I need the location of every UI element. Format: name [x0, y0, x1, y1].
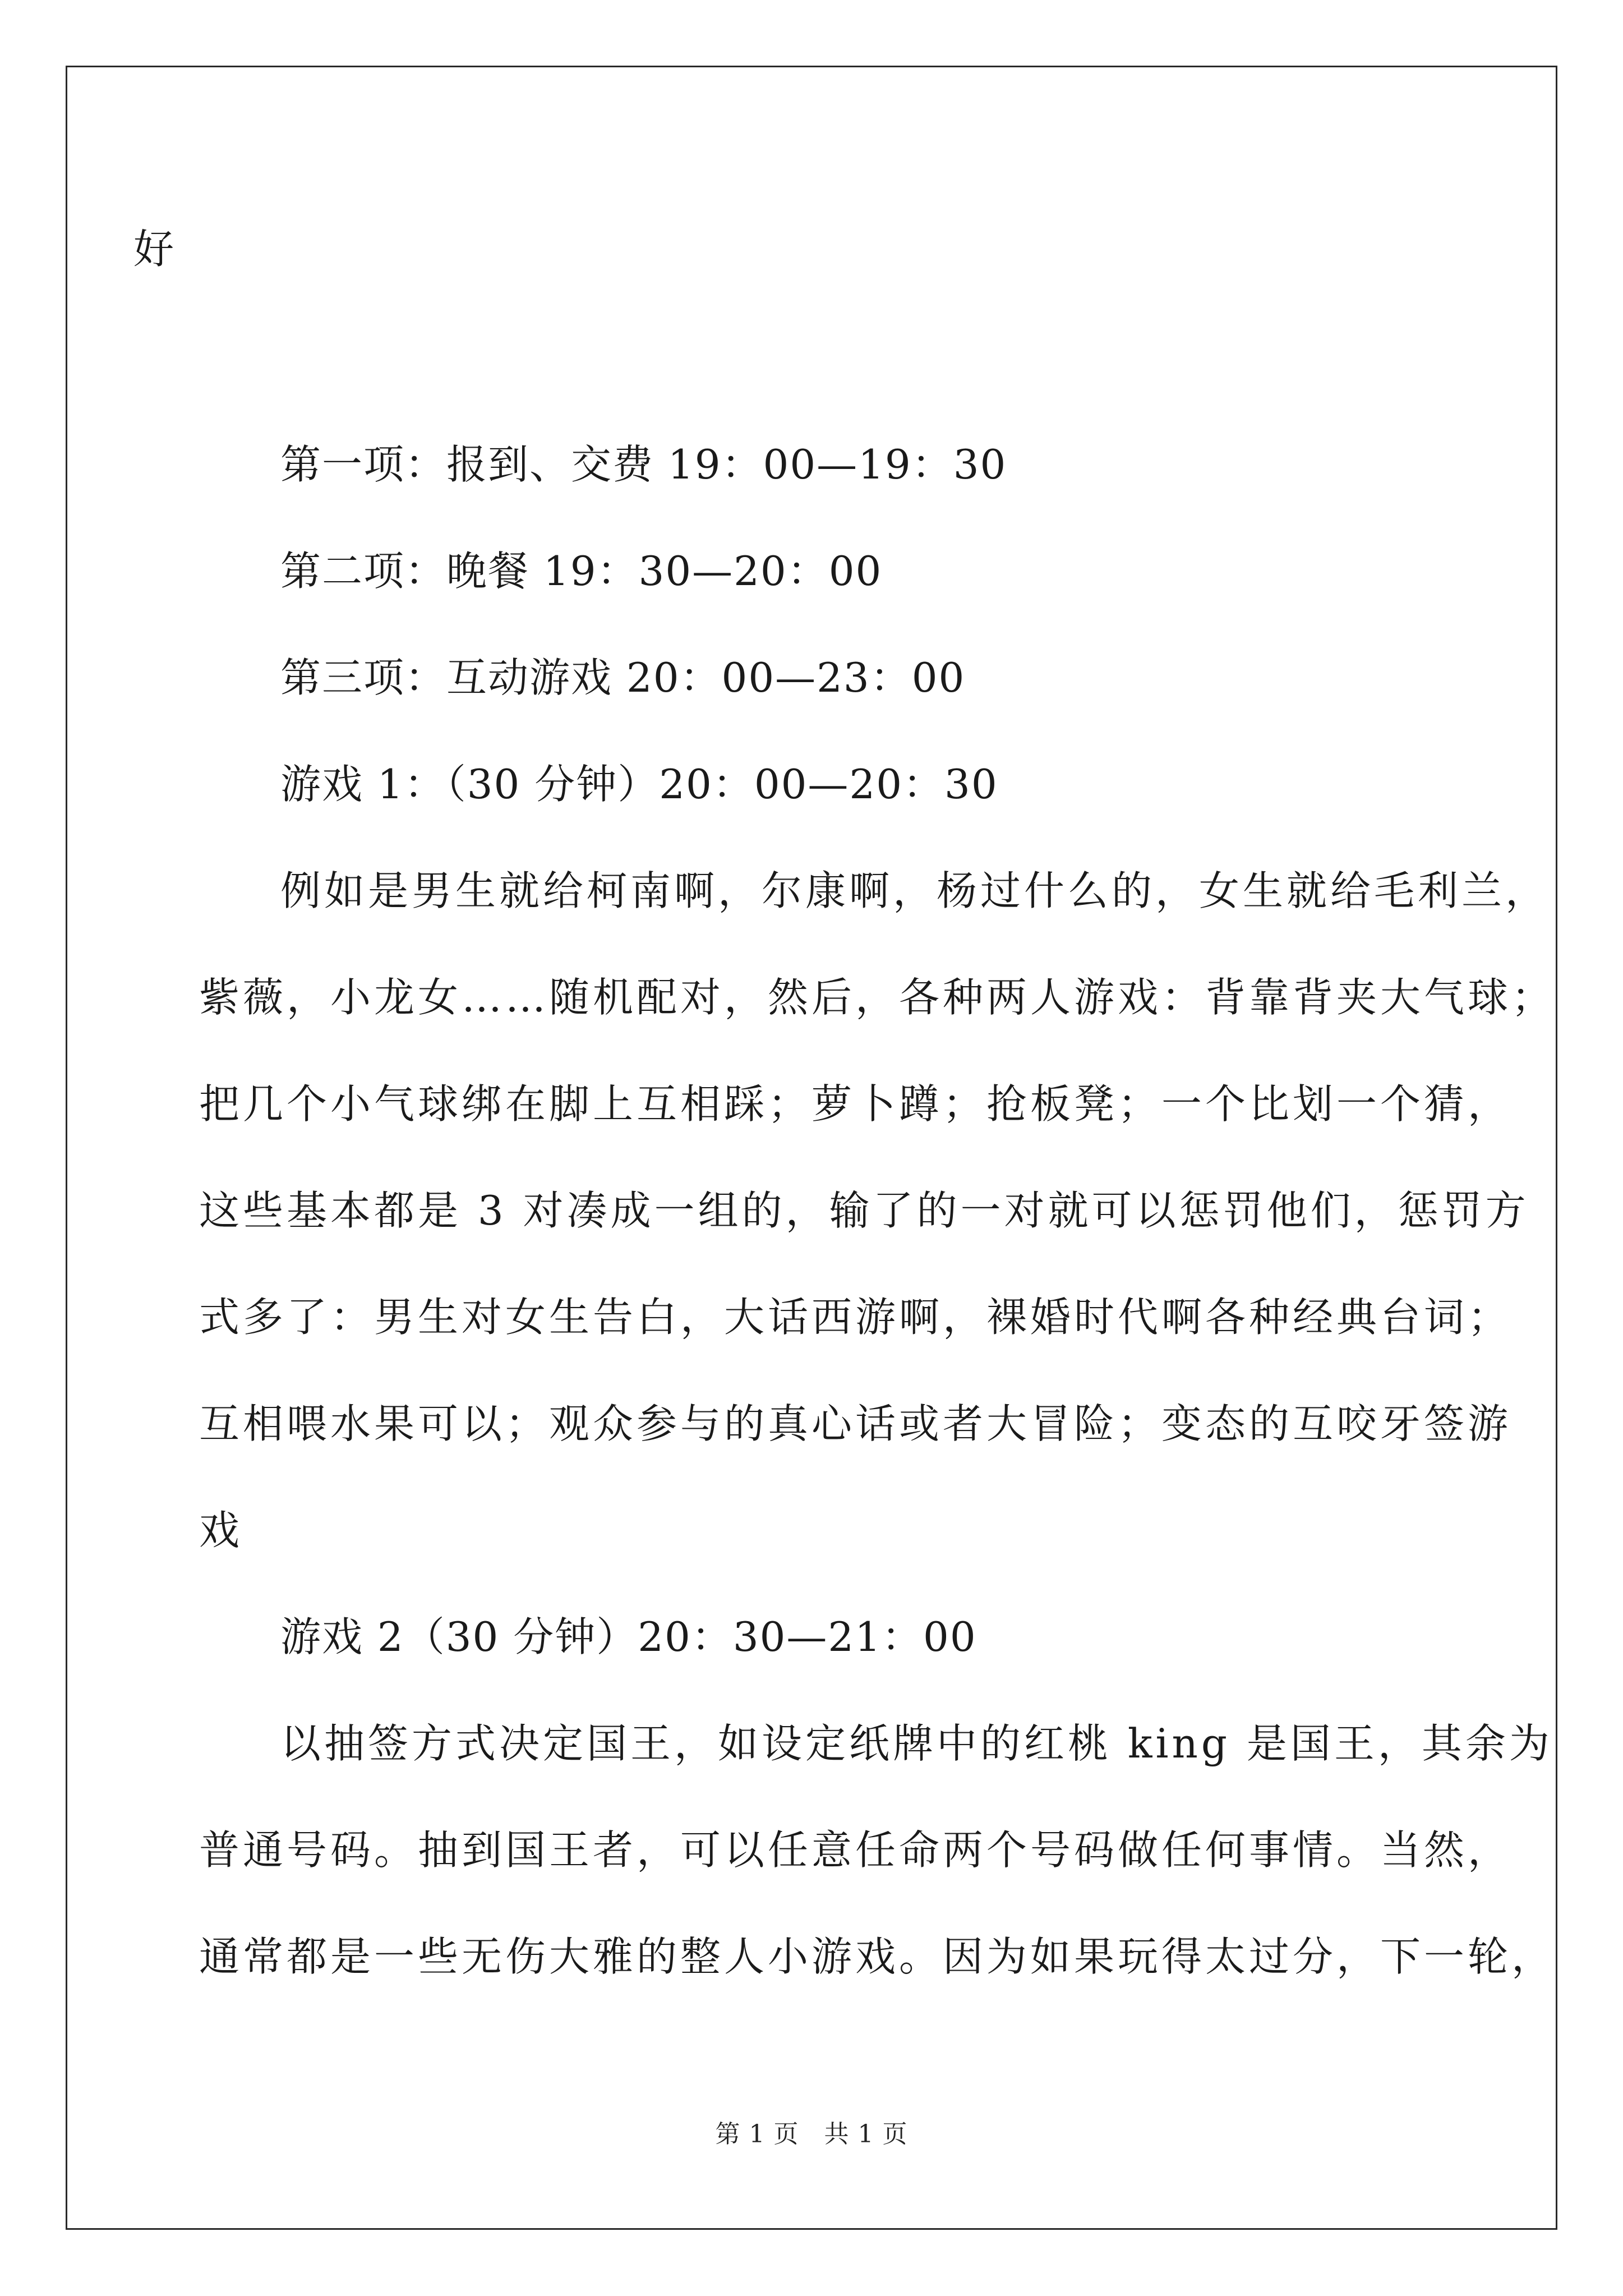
schedule-item-3: 第三项：互动游戏 20：00—23：00	[280, 654, 966, 701]
page-border	[66, 66, 1557, 2230]
game1-heading: 游戏 1：（30 分钟）20：00—20：30	[280, 761, 998, 808]
continuation-text: 好	[133, 226, 176, 273]
game1-paragraph-line: 互相喂水果可以；观众参与的真心话或者大冒险；变态的互咬牙签游	[199, 1400, 1512, 1447]
game1-paragraph-line: 戏	[199, 1507, 243, 1554]
schedule-item-1: 第一项：报到、交费 19：00—19：30	[280, 441, 1007, 488]
game2-paragraph-line: 以抽签方式决定国王，如设定纸牌中的红桃 king 是国王，其余为	[280, 1720, 1553, 1767]
game1-paragraph-line: 把几个小气球绑在脚上互相踩；萝卜蹲；抢板凳；一个比划一个猜，	[199, 1080, 1512, 1128]
schedule-item-2: 第二项：晚餐 19：30—20：00	[280, 547, 883, 595]
game1-paragraph-line: 紫薇，小龙女……随机配对，然后，各种两人游戏：背靠背夹大气球；	[199, 974, 1556, 1021]
game2-paragraph-line: 通常都是一些无伤大雅的整人小游戏。因为如果玩得太过分，下一轮，	[199, 1933, 1556, 1980]
game2-paragraph-line: 普通号码。抽到国王者，可以任意任命两个号码做任何事情。当然，	[199, 1826, 1512, 1874]
page-number-footer: 第 1 页 共 1 页	[715, 2120, 908, 2148]
game1-paragraph-line: 这些基本都是 3 对凑成一组的，输了的一对就可以惩罚他们，惩罚方	[199, 1187, 1529, 1234]
game2-heading: 游戏 2（30 分钟）20：30—21：00	[280, 1613, 977, 1660]
game1-paragraph-line: 式多了：男生对女生告白，大话西游啊，裸婚时代啊各种经典台词；	[199, 1294, 1512, 1341]
game1-paragraph-line: 例如是男生就给柯南啊，尔康啊，杨过什么的，女生就给毛利兰，	[280, 867, 1550, 914]
